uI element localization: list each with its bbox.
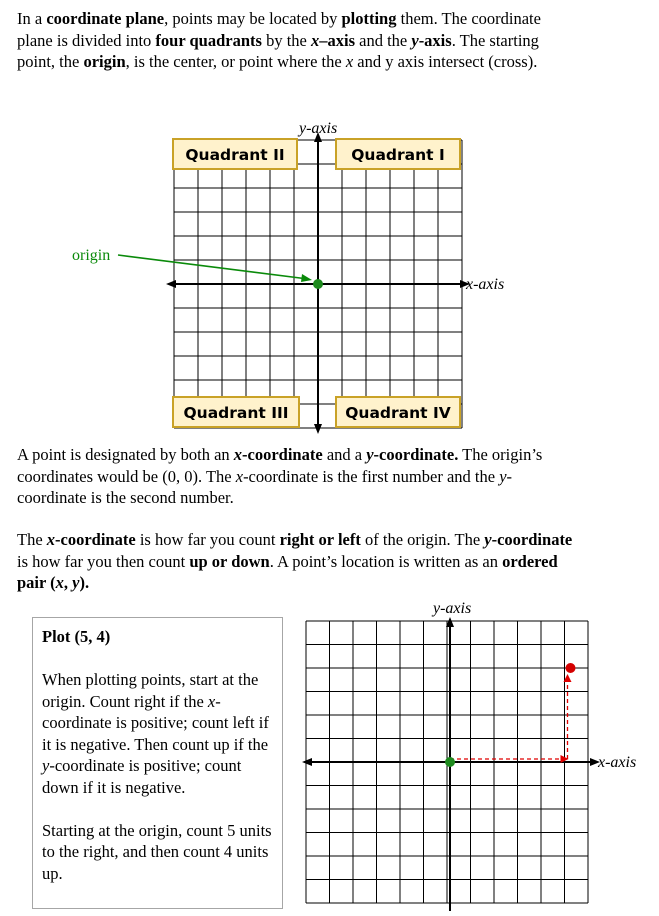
x-axis-label: x-axis <box>598 754 637 771</box>
origin-label: origin <box>72 247 111 264</box>
x-axis-label: x-axis <box>466 276 505 293</box>
quadrant-ii-label <box>173 139 297 169</box>
svg-text:Quadrant II: Quadrant II <box>185 146 285 164</box>
origin-point <box>313 279 323 289</box>
y-axis-arrow-bottom <box>314 424 322 434</box>
quadrant-iii-label <box>173 397 299 427</box>
y-axis-label: y-axis <box>299 120 338 137</box>
quadrant-i-label <box>336 139 460 169</box>
example-instructions: When plotting points, start at the origin. Count right if the x-coordinate is positive; count left if it is negative. Then count up if the y-coordinate is positive; count down if it is negative. <box>42 670 269 797</box>
origin-pointer-line <box>118 255 308 279</box>
example-steps: Starting at the origin, count 5 units to the right, and then count 4 units up. <box>42 820 272 883</box>
example-title: Plot (5, 4) <box>42 627 111 646</box>
origin-point <box>445 757 455 767</box>
svg-text:Quadrant IV: Quadrant IV <box>345 404 451 422</box>
y-axis-label: y-axis <box>433 600 472 617</box>
intro-paragraph: In a coordinate plane, points may be located by plotting them. The coordinate plane is divided into four quadrants by the x–axis and the y-axis. The starting point, the origin, is the center, or point where the x and y axis intersect (cross). <box>17 9 541 71</box>
coordinates-paragraph: A point is designated by both an x-coordinate and a y-coordinate. The origin’s coordinates would be (0, 0). The x-coordinate is the first number and the y-coordinate is the second number. <box>17 445 543 507</box>
plotted-point <box>566 663 576 673</box>
counting-paragraph: The x-coordinate is how far you count right or left of the origin. The y-coordinate is how far you then count up or down. A point’s location is written as an ordered pair (x, y). <box>17 530 573 592</box>
coordinate-plane-figure <box>0 110 659 440</box>
origin-pointer-arrowhead <box>301 274 312 282</box>
svg-text:Quadrant III: Quadrant III <box>183 404 289 422</box>
quadrant-iv-label <box>336 397 460 427</box>
plot-example-figure <box>290 595 659 916</box>
example-box <box>32 617 283 909</box>
x-axis-arrow-left <box>166 280 176 288</box>
svg-text:Quadrant I: Quadrant I <box>351 146 445 164</box>
x-axis-arrow-left <box>302 758 312 766</box>
